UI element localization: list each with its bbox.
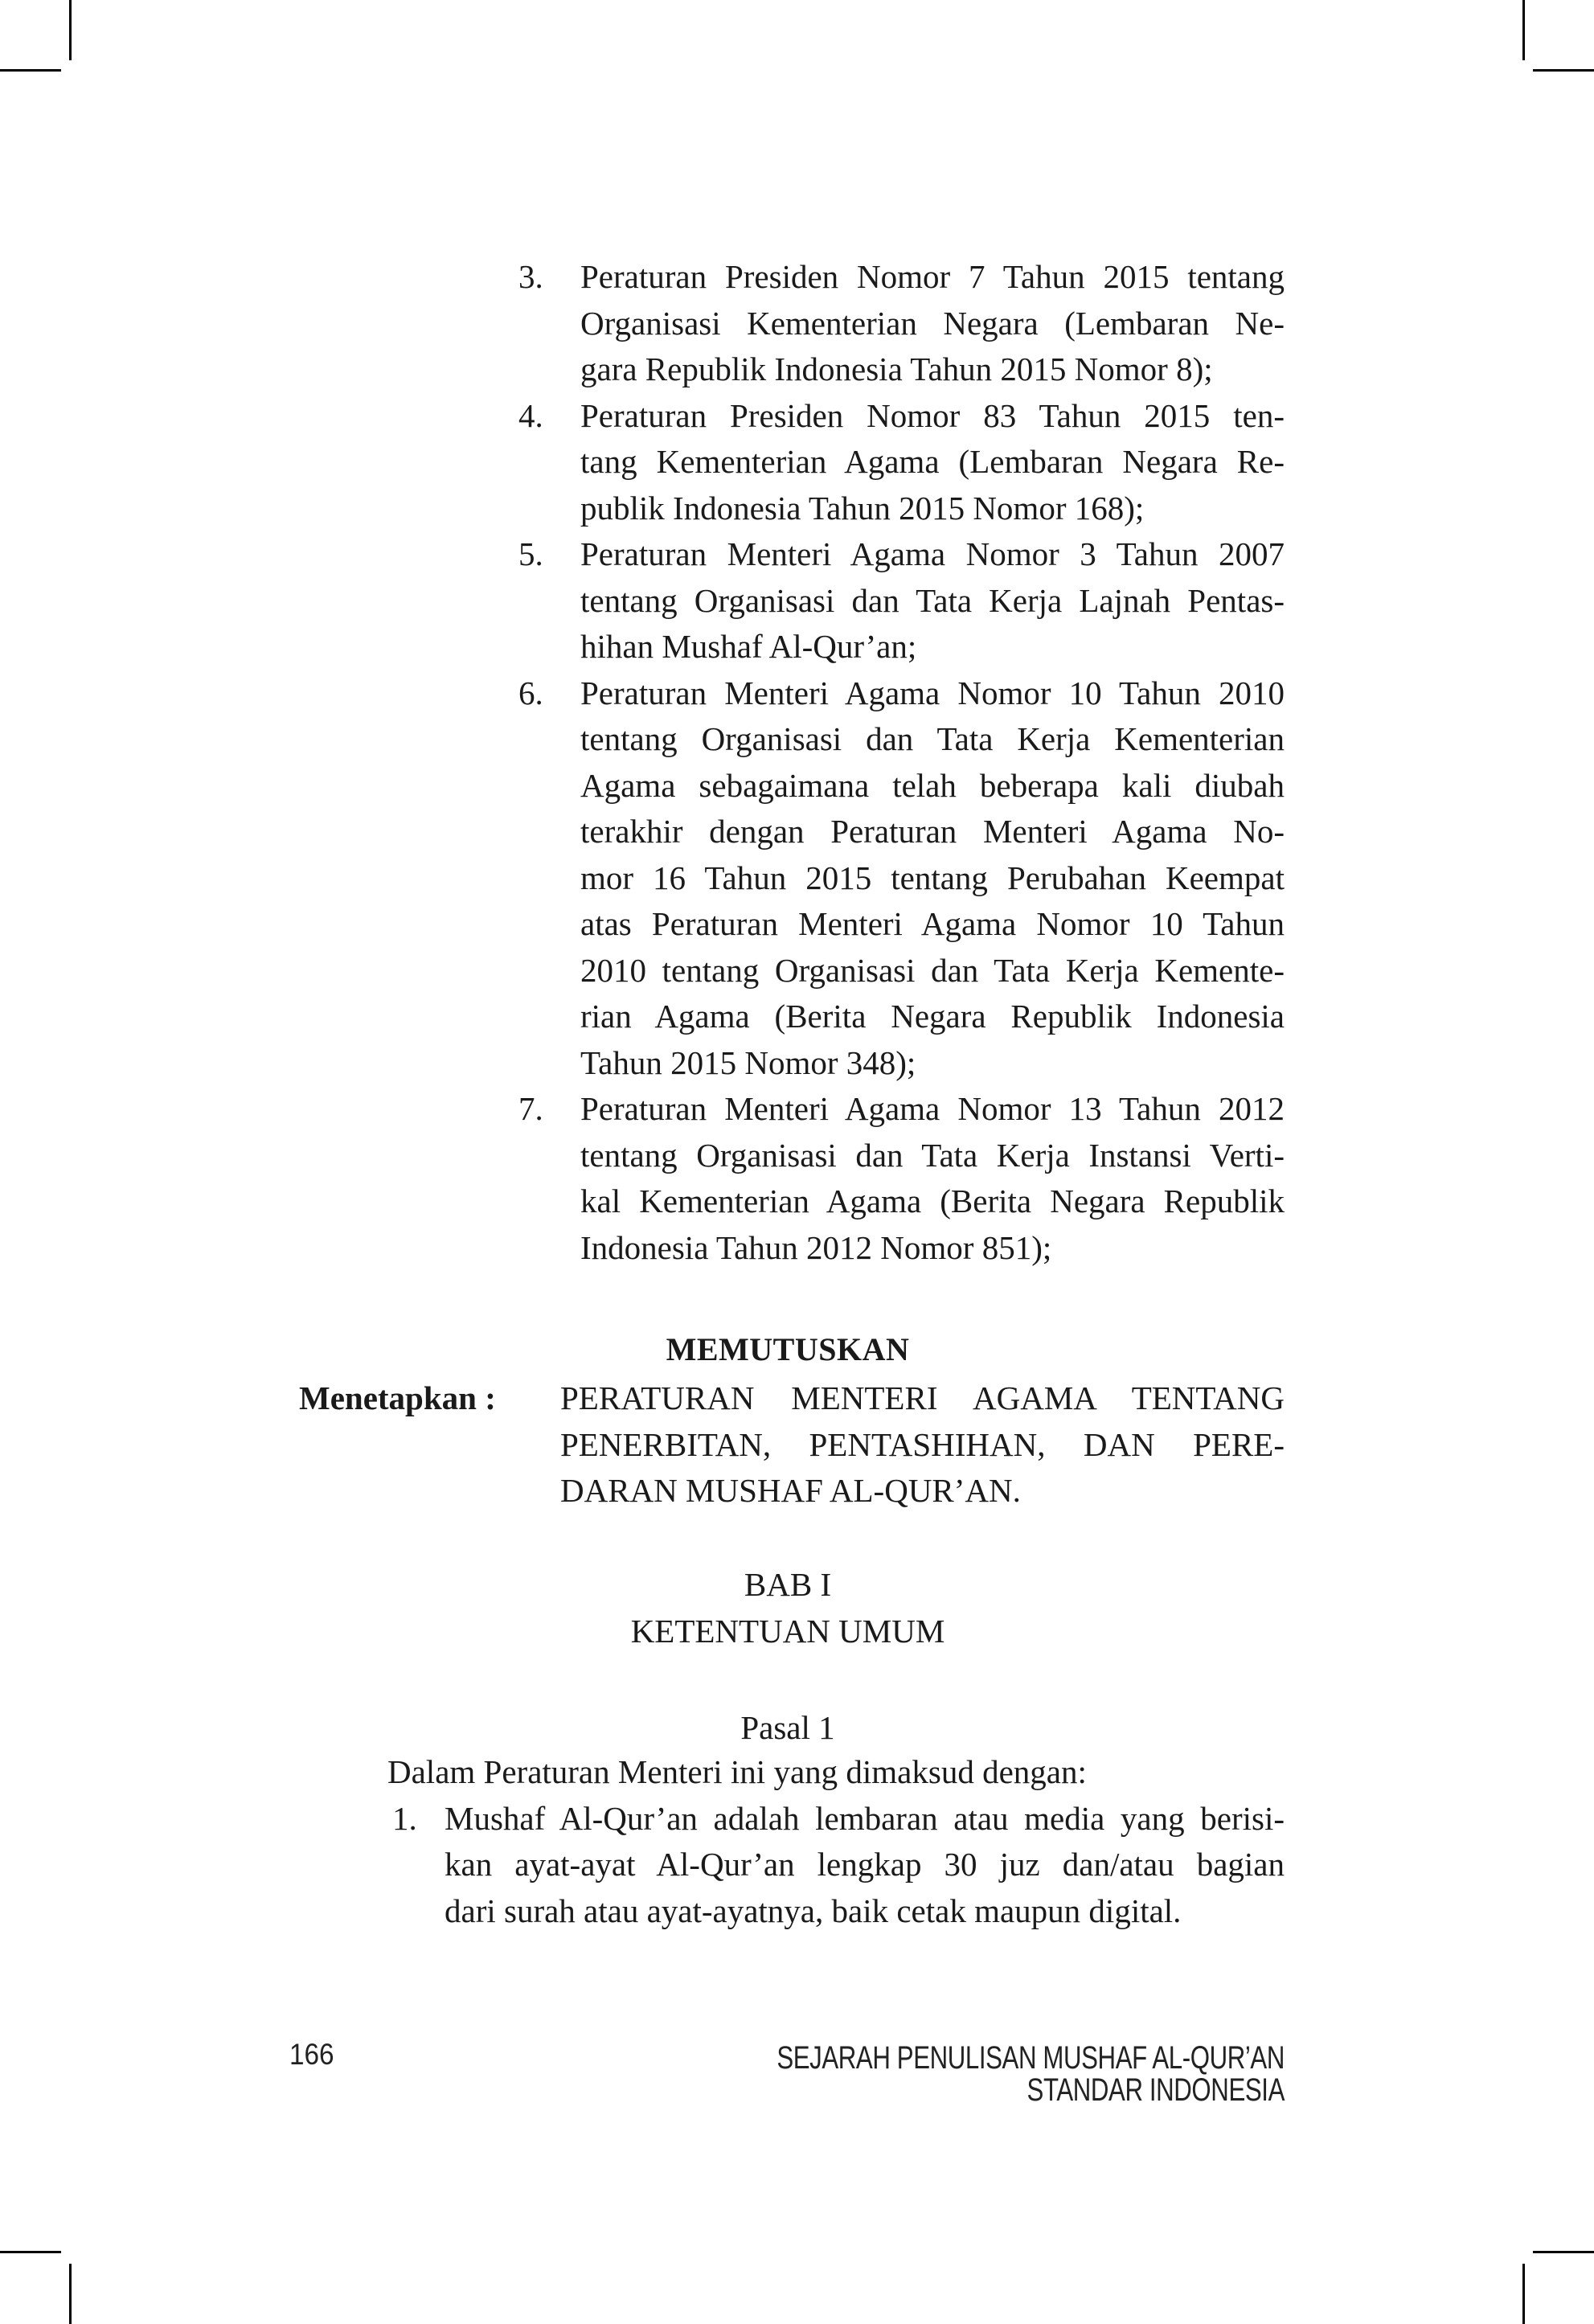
text-line: hihan Mushaf Al-Qur’an; [580,628,917,665]
text-line: tang Kementerian Agama (Lembaran Negara Re- [580,443,1285,480]
list-item [518,670,1285,1087]
chapter-subtitle: KETENTUAN UMUM [630,1612,945,1650]
text-line: DARAN MUSHAF AL-QUR’AN. [560,1472,1021,1509]
running-footer-text: SEJARAH PENULISAN MUSHAF AL-QUR’AN STANDAR INDONESIA [777,2040,1285,2108]
text-line: kan ayat-ayat Al-Qur’an lengkap 30 juz dan/atau bagian [445,1846,1285,1883]
crop-mark-top-left-vertical [69,0,72,60]
page-number [289,2039,339,2069]
list-item-number: 3. [518,258,543,295]
text-line: terakhir dengan Peraturan Menteri Agama No- [580,813,1285,850]
crop-mark-top-right-vertical [1522,0,1525,60]
article-definitions-list [392,1796,1285,1935]
text-line: Dalam Peraturan Menteri ini yang dimaksud dengan: [387,1753,1087,1790]
crop-mark-bottom-right-vertical [1522,2264,1525,2324]
memutuskan-heading: MEMUTUSKAN [666,1331,910,1367]
text-line: Tahun 2015 Nomor 348); [580,1043,916,1081]
chapter-heading [291,1562,1285,1654]
text-line: 2010 tentang Organisasi dan Tata Kerja Kemente- [580,951,1285,989]
text-line: Mushaf Al-Qur’an adalah lembaran atau media yang berisi- [445,1799,1285,1837]
text-line: publik Indonesia Tahun 2015 Nomor 168); [580,489,1145,527]
text-line: PERATURAN MENTERI AGAMA TENTANG [560,1379,1285,1416]
text-line: kal Kementerian Agama (Berita Negara Republik [580,1182,1285,1219]
text-line: Peraturan Menteri Agama Nomor 10 Tahun 2010 [580,674,1285,711]
text-line: Peraturan Presiden Nomor 83 Tahun 2015 ten- [580,396,1285,434]
list-item [518,254,1285,393]
list-item [392,1796,1285,1935]
list-item [518,531,1285,670]
list-item-number: 5. [518,535,543,572]
text-line: rian Agama (Berita Negara Republik Indonesia [580,998,1285,1035]
article-title: Pasal 1 [740,1709,835,1746]
crop-mark-bottom-right-horizontal [1533,2251,1594,2253]
crop-mark-bottom-left-vertical [69,2264,72,2324]
list-item-number: 4. [518,396,543,434]
preamble-considerations-list [518,254,1285,1271]
running-footer [560,2042,1285,2106]
text-line: PENERBITAN, PENTASHIHAN, DAN PERE- [560,1425,1285,1463]
text-line: gara Republik Indonesia Tahun 2015 Nomor 8); [580,350,1213,387]
list-item-number: 7. [518,1090,543,1127]
page-number-text: 166 [289,2038,334,2071]
text-line: Peraturan Presiden Nomor 7 Tahun 2015 tentang [580,258,1285,295]
text-line: Organisasi Kementerian Negara (Lembaran Ne- [580,304,1285,342]
list-item-number: 1. [392,1799,417,1837]
decision-text [560,1375,1285,1514]
text-line: tentang Organisasi dan Tata Kerja Kementerian [580,720,1285,757]
text-line: tentang Organisasi dan Tata Kerja Lajnah Pentas- [580,581,1285,619]
list-item [518,393,1285,532]
list-item-number: 6. [518,674,543,711]
list-item [518,1086,1285,1271]
text-line: Indonesia Tahun 2012 Nomor 851); [580,1228,1052,1266]
text-line: atas Peraturan Menteri Agama Nomor 10 Tahun [580,905,1285,942]
text-line: tentang Organisasi dan Tata Kerja Instansi Verti- [580,1136,1285,1174]
chapter-title: BAB I [744,1566,832,1603]
crop-mark-top-left-horizontal [0,69,61,72]
text-line: Peraturan Menteri Agama Nomor 3 Tahun 2007 [580,535,1285,572]
text-line: dari surah atau ayat-ayatnya, baik cetak maupun digital. [445,1892,1182,1929]
text-line: mor 16 Tahun 2015 tentang Perubahan Keempat [580,859,1285,896]
crop-mark-top-right-horizontal [1533,69,1594,72]
menetapkan-label: Menetapkan : [299,1379,496,1416]
crop-mark-bottom-left-horizontal [0,2251,61,2253]
article-intro [387,1749,1288,1796]
text-line: Agama sebagaimana telah beberapa kali diubah [580,766,1285,804]
text-line: Peraturan Menteri Agama Nomor 13 Tahun 2012 [580,1090,1285,1127]
